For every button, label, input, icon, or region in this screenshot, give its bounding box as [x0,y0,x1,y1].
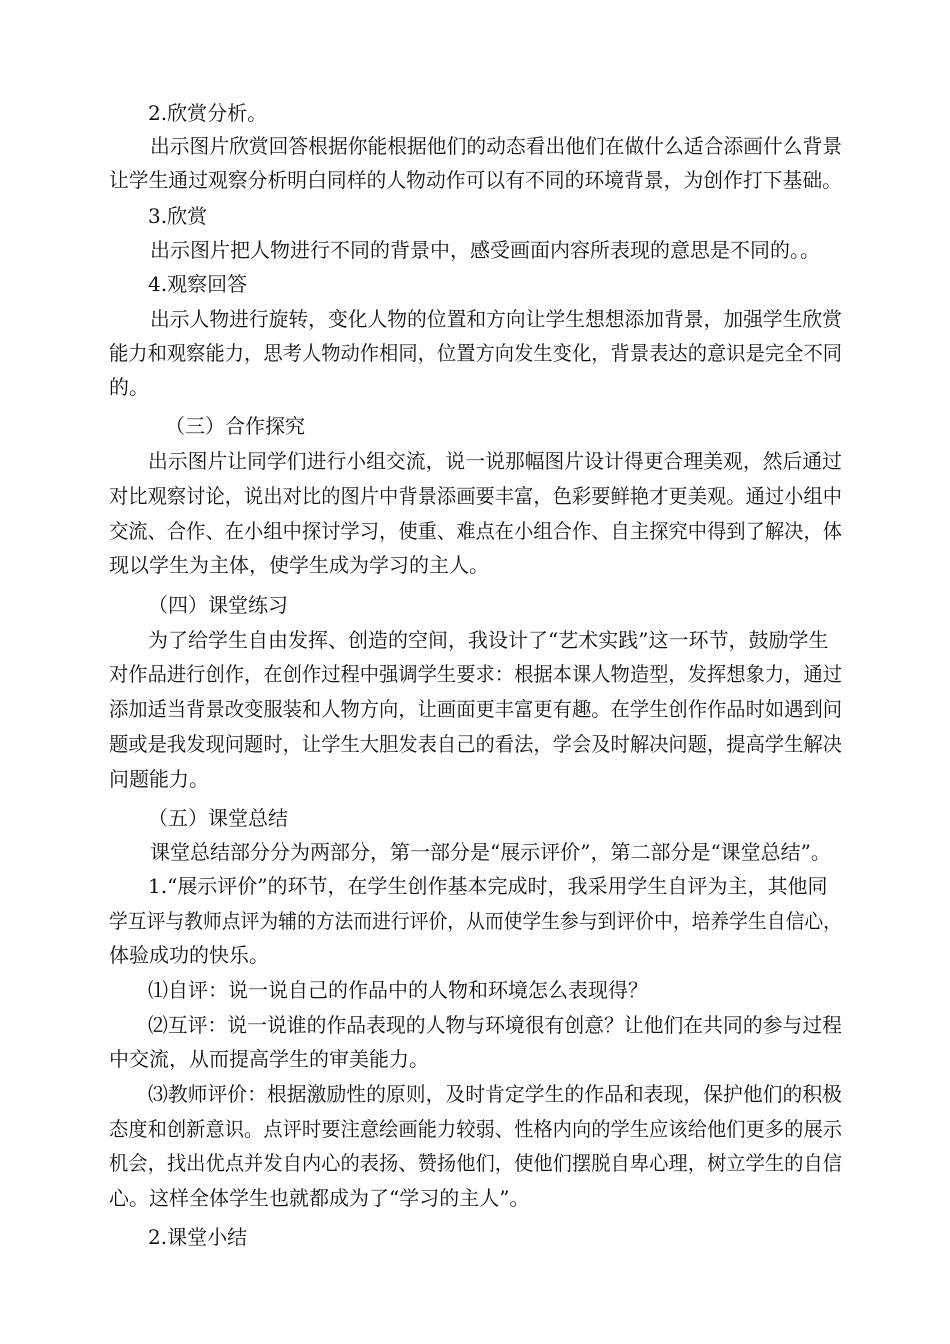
text-line: （四）课堂练习 [148,593,288,617]
text-line: 出示图片把人物进行不同的背景中，感受画面内容所表现的意思是不同的。。 [150,238,820,262]
text-line: （五）课堂总结 [148,806,288,830]
text-line: 为了给学生自由发挥、创造的空间，我设计了“艺术实践”这一环节，鼓励学生 [148,628,829,652]
text-line: （三）合作探究 [165,414,305,438]
text-line: 交流、合作、在小组中探讨学习，使重、难点在小组合作、自主探究中得到了解决，体 [109,519,843,543]
text-line: 现以学生为主体，使学生成为学习的主人。 [109,553,489,577]
text-line: 体验成功的快乐。 [109,943,269,967]
text-line: 问题能力。 [109,767,209,791]
text-line: 3.欣赏 [148,204,208,228]
text-line: 态度和创新意识。点评时要注意绘画能力较弱、性格内向的学生应该给他们更多的展示 [109,1117,843,1141]
text-line: 添加适当背景改变服装和人物方向，让画面更丰富更有趣。在学生创作作品时如遇到问 [109,697,843,721]
text-line: 对比观察讨论，说出对比的图片中背景添画要丰富，色彩要鲜艳才更美观。通过小组中 [109,484,843,508]
text-line: 学互评与教师点评为辅的方法而进行评价，从而使学生参与到评价中，培养学生自信心， [109,909,842,933]
text-line: 让学生通过观察分析明白同样的人物动作可以有不同的环境背景，为创作打下基础。 [109,168,842,192]
text-line: 4.观察回答 [148,272,248,296]
text-line: 2.课堂小结 [148,1225,248,1249]
text-line: 出示图片让同学们进行小组交流，说一说那幅图片设计得更合理美观，然后通过 [148,449,842,473]
text-line: 机会，找出优点并发自内心的表扬、赞扬他们，使他们摆脱自卑心理，树立学生的自信 [109,1151,843,1175]
text-line: ⑴自评：说一说自己的作品中的人物和环境怎么表现得？ [148,978,648,1002]
text-line: 中交流，从而提高学生的审美能力。 [109,1047,429,1071]
text-line: ⑶教师评价：根据激励性的原则，及时肯定学生的作品和表现，保护他们的积极 [148,1082,842,1106]
text-line: 能力和观察能力，思考人物动作相同，位置方向发生变化，背景表达的意识是完全不同 [109,341,843,365]
text-line: 出示图片欣赏回答根据你能根据他们的动态看出他们在做什么适合添画什么背景 [150,134,843,158]
text-line: 出示人物进行旋转，变化人物的位置和方向让学生想想添加背景，加强学生欣赏 [150,307,843,331]
text-line: 对作品进行创作，在创作过程中强调学生要求：根据本课人物造型，发挥想象力，通过 [109,662,843,686]
text-line: 2.欣赏分析。 [148,101,268,125]
text-line: 的。 [109,375,149,399]
text-line: 课堂总结部分分为两部分，第一部分是“展示评价”，第二部分是“课堂总结”。 [150,840,831,864]
text-line: ⑵互评：说一说谁的作品表现的人物与环境很有创意？让他们在共同的参与过程 [148,1013,842,1037]
text-line: 心。这样全体学生也就都成为了“学习的主人”。 [109,1186,530,1210]
text-line: 1.“展示评价”的环节，在学生创作基本完成时，我采用学生自评为主，其他同 [148,874,828,898]
text-line: 题或是我发现问题时，让学生大胆发表自己的看法，学会及时解决问题，提高学生解决 [109,732,843,756]
